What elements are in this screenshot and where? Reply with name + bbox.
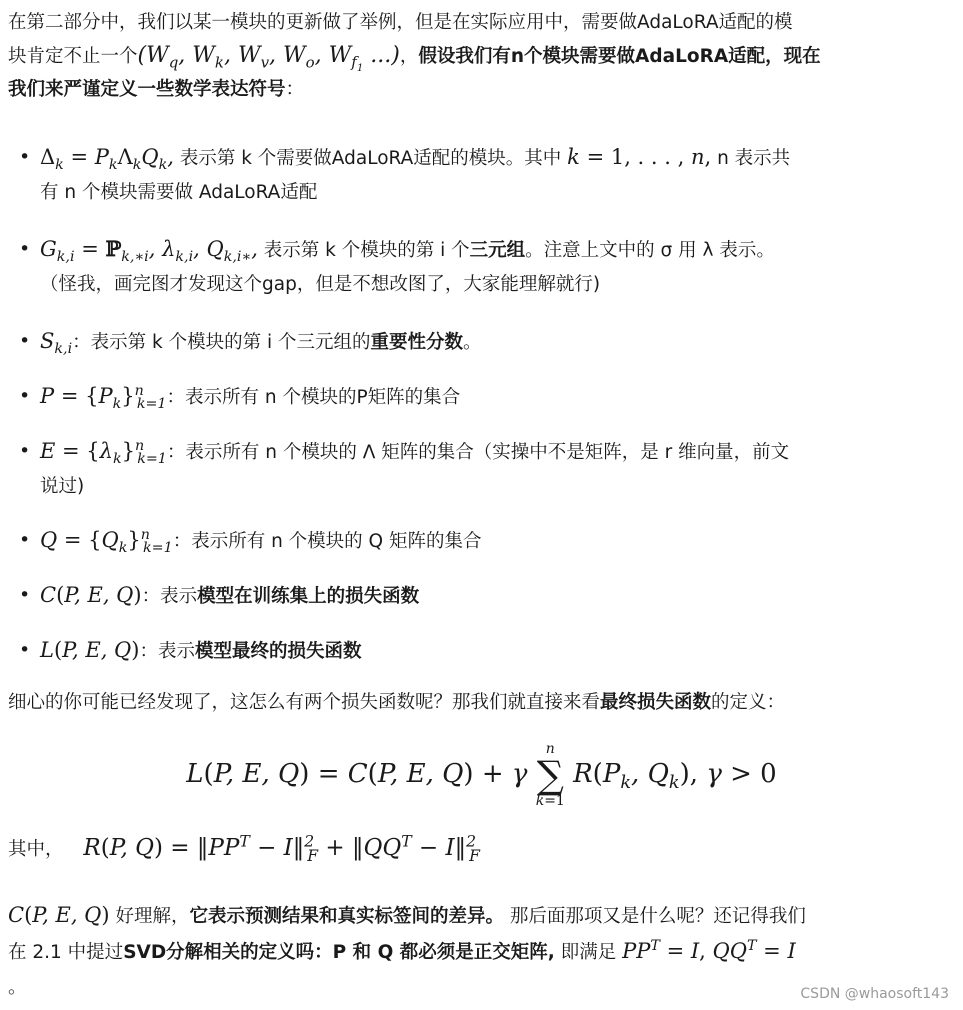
intro-paragraph: 在第二部分中，我们以某一模块的更新做了举例，但是在实际应用中，需要做AdaLoRA适配的模 块肯定不止一个($W_q$, $W_k$, $W_v$, $W_o$, $W_{f_1}$ ...)，假设我们有n个模块需要做AdaLoRA适配，现在 我们来严谨定义一些数学表达符号： <box>8 12 821 100</box>
bullet-math: $G_{k,i}$ = ℙ$_{k,∗i}$, $\lambda_{k,i}$, $Q_{k,i∗}$, <box>40 236 258 266</box>
list-item: • $P = \{P_k\}^n_{k=1}$：表示所有 n 个模块的P矩阵的集合 <box>0 379 960 415</box>
intro-line-1: 在第二部分中，我们以某一模块的更新做了举例，但是在实际应用中，需要做AdaLoRA适配的模 <box>8 12 793 33</box>
bullet-line-2: 说过) <box>40 476 85 497</box>
bullet-math: $E = \{\lambda_k\}^n_{k=1}$ <box>40 438 167 468</box>
bullet-math: $P = \{P_k\}^n_{k=1}$ <box>40 383 167 413</box>
list-item: • $E = \{\lambda_k\}^n_{k=1}$：表示所有 n 个模块的 Λ 矩阵的集合（实操中不是矩阵，是 r 维向量，前文 说过) <box>0 434 960 504</box>
bullet-math: $\Delta_k = P_k\Lambda_kQ_k$, <box>40 145 174 174</box>
intro-bold-2: 我们来严谨定义一些数学表达符号 <box>8 79 286 100</box>
regularizer-math: R(P, $Q) = ‖PP^T$ − I‖$^2_F$ + $‖QQ^T$ − I‖$^2_F$ <box>83 831 480 865</box>
bullet-math: C(P, E, Q) <box>40 583 142 607</box>
watermark: CSDN @whaosoft143 <box>800 986 949 1002</box>
list-item: • L(P, E, Q)：表示模型最终的损失函数 <box>0 633 960 669</box>
modules-math: ($W_q$, $W_k$, $W_v$, $W_o$, $W_{f_1}$ ...) <box>137 43 400 75</box>
list-item: • $\Delta_k = P_k\Lambda_kQ_k$, 表示第 k 个需要做AdaLoRA适配的模块。其中 k = 1, . . . , n, n 表示共 有 n 个模块需要做 AdaLoRA适配 <box>0 140 960 210</box>
regularizer-line: 其中， R(P, $Q) = ‖PP^T$ − I‖$^2_F$ + $‖QQ^T$ − I‖$^2_F$ <box>8 831 480 865</box>
list-item: • $G_{k,i}$ = ℙ$_{k,∗i}$, $\lambda_{k,i}$, $Q_{k,i∗}$, 表示第 k 个模块的第 i 个三元组。注意上文中的 σ 用 λ 表示。 （怪我，画完图才发现这个gap，但是不想改图了，大家能理解就行) <box>0 232 960 302</box>
bullet-line-2: （怪我，画完图才发现这个gap，但是不想改图了，大家能理解就行) <box>40 274 601 295</box>
definition-list <box>0 140 960 669</box>
loss-formula: L(P, E, Q) = C(P, E, Q) + γ n ∑ k=1 $R(P_k$, $Q_k$), γ > 0 <box>186 741 777 809</box>
list-item: • $Q = \{Q_k\}^n_{k=1}$：表示所有 n 个模块的 Q 矩阵的集合 <box>0 523 960 559</box>
orthogonal-math: $PP^T = I$, $QQ^T = I$ <box>622 938 796 963</box>
paragraph-explanation: C(P, E, Q) 好理解，它表示预测结果和真实标签间的差异。 那后面那项又是什么呢？还记得我们 在 2.1 中提过SVD分解相关的定义吗：P 和 Q 都必须是正交矩阵, 即满足 $PP^T = I$, $QQ^T = I$ 。 <box>8 903 806 998</box>
list-item: • C(P, E, Q)：表示模型在训练集上的损失函数 <box>0 578 960 614</box>
list-item: • $S_{k,i}$：表示第 k 个模块的第 i 个三元组的重要性分数。 <box>0 324 960 360</box>
bullet-math: L(P, E, Q) <box>40 638 140 662</box>
intro-bold-1: 假设我们有n个模块需要做AdaLoRA适配，现在 <box>418 46 821 67</box>
intro-line-2-text: 块肯定不止一个 <box>8 46 138 67</box>
bullet-math: $S_{k,i}$ <box>40 329 73 358</box>
loss-c-math: C(P, E, Q) <box>8 903 110 927</box>
bullet-math: $Q = \{Q_k\}^n_{k=1}$ <box>40 527 173 557</box>
bullet-line-2: 有 n 个模块需要做 AdaLoRA适配 <box>40 182 318 203</box>
paragraph-loss-intro: 细心的你可能已经发现了，这怎么有两个损失函数呢？那我们就直接来看最终损失函数的定义： <box>8 692 786 713</box>
